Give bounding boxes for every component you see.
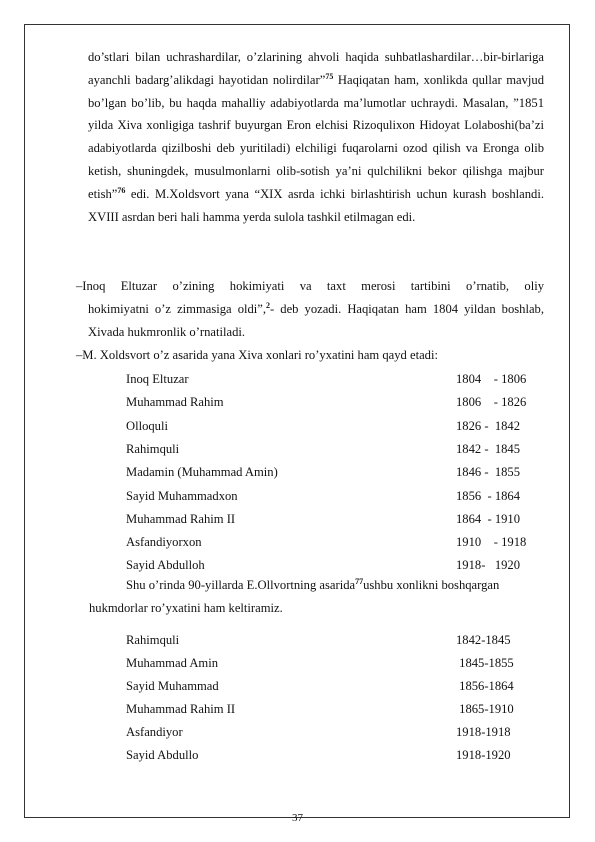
- reign-years: 1842 - 1845: [456, 441, 521, 456]
- khan-name: Inoq Eltuzar: [126, 372, 189, 386]
- paragraph-eltuzar-first: [76, 275, 544, 298]
- paragraph-text: do’stlari bilan uchrashardilar, o’zlarining ahvoli haqida suhbatlashardilar…bir-birlariga ayanchli badarg’alikdagi hayotidan nolirdilar”: [88, 50, 544, 87]
- reign-years: 1856-1864: [456, 678, 514, 693]
- khan-name: Asfandiyor: [126, 724, 183, 739]
- reign-years: 1918-1918: [456, 724, 511, 739]
- khan-name: Rahimquli: [126, 633, 180, 647]
- khan-name: Asfandiyorxon: [126, 535, 202, 550]
- paragraph-text: Haqiqatan ham, xonlikda qullar mavjud bo’lgan bo’lib, bu haqda mahalliy adabiyotlarda ma’lumotlar uchraydi. Masalan, ”1851 yilda Xiva xonligiga tashrif buyurgan Eron elchisi Rizoqulixon Hidoyat Lolaboshi(ba’zi adabiyotlarda qizilboshi deb yuritiladi) elchiligi fuqarolarni ozod qilish va Eronga olib ketish, shuningdek, musulmonlarni olib-sotish ya’ni qulchilikni bekor qilishga majbur etish”: [88, 72, 544, 201]
- reign-years: 1842-1845: [456, 633, 511, 647]
- khan-name: Rahimquli: [126, 441, 180, 456]
- khan-name: Madamin (Muhammad Amin): [126, 465, 278, 480]
- footnote-77: 77: [355, 576, 364, 586]
- paragraph-text: - deb yozadi. Haqiqatan ham 1804 yildan boshlab, Xivada hukmronlik o’rnatiladi.: [88, 302, 545, 339]
- khan-name: Muhammad Amin: [126, 655, 218, 670]
- reign-years: 1804 - 1806: [456, 372, 527, 386]
- reign-years: 1918- 1920: [456, 558, 521, 573]
- dash: –: [76, 279, 83, 293]
- reign-years: 1806 - 1826: [456, 395, 527, 410]
- khan-name: Sayid Muhammad: [126, 678, 219, 693]
- paragraph-intro: [88, 46, 544, 228]
- reign-years: 1826 - 1842: [456, 418, 521, 433]
- reign-years: 1845-1855: [456, 655, 514, 670]
- paragraph-text: hokimiyatni o’z zimmasiga oldi”,: [88, 302, 267, 316]
- khan-name: Muhammad Rahim: [126, 395, 224, 410]
- khan-name: Muhammad Rahim II: [126, 701, 236, 716]
- reign-years: 1864 - 1910: [456, 511, 521, 526]
- reign-years: 1865-1910: [456, 701, 514, 716]
- reign-years: 1918-1920: [456, 747, 511, 762]
- khan-name: Olloquli: [126, 418, 168, 433]
- khan-name: Sayid Abdullo: [126, 747, 199, 762]
- khan-name: Sayid Abdulloh: [126, 558, 205, 573]
- khan-name: Muhammad Rahim II: [126, 511, 236, 526]
- page-number: 37: [292, 812, 303, 824]
- reign-years: 1846 - 1855: [456, 465, 521, 480]
- paragraph-text: Inoq Eltuzar o’zining hokimiyati va taxt merosi tartibini o’rnatib, oliy: [82, 279, 544, 293]
- transition-text: ushbu xonlikni boshqargan: [363, 578, 500, 592]
- reign-years: 1910 - 1918: [456, 535, 527, 550]
- footnote-75: 75: [325, 71, 334, 81]
- khan-name: Sayid Muhammadxon: [126, 488, 238, 503]
- transition-text: hukmdorlar ro’yxatini ham keltiramiz.: [89, 601, 283, 615]
- footnote-2: 2: [266, 300, 271, 310]
- paragraph-text: edi. M.Xoldsvort yana “XIX asrda ichki birlashtirish uchun kurash boshlandi. XVIII asrdan beri hali hamma yerda sulola tashkil etilmagan edi.: [88, 186, 544, 224]
- paragraph-list-intro: –M. Xoldsvort o’z asarida yana Xiva xonlari ro’yxatini ham qayd etadi:: [76, 348, 438, 362]
- reign-years: 1856 - 1864: [456, 488, 521, 503]
- footnote-76: 76: [117, 185, 126, 195]
- paragraph-eltuzar-rest: [88, 298, 544, 344]
- transition-text: Shu o’rinda 90-yillarda E.Ollvortning asarida: [126, 578, 356, 592]
